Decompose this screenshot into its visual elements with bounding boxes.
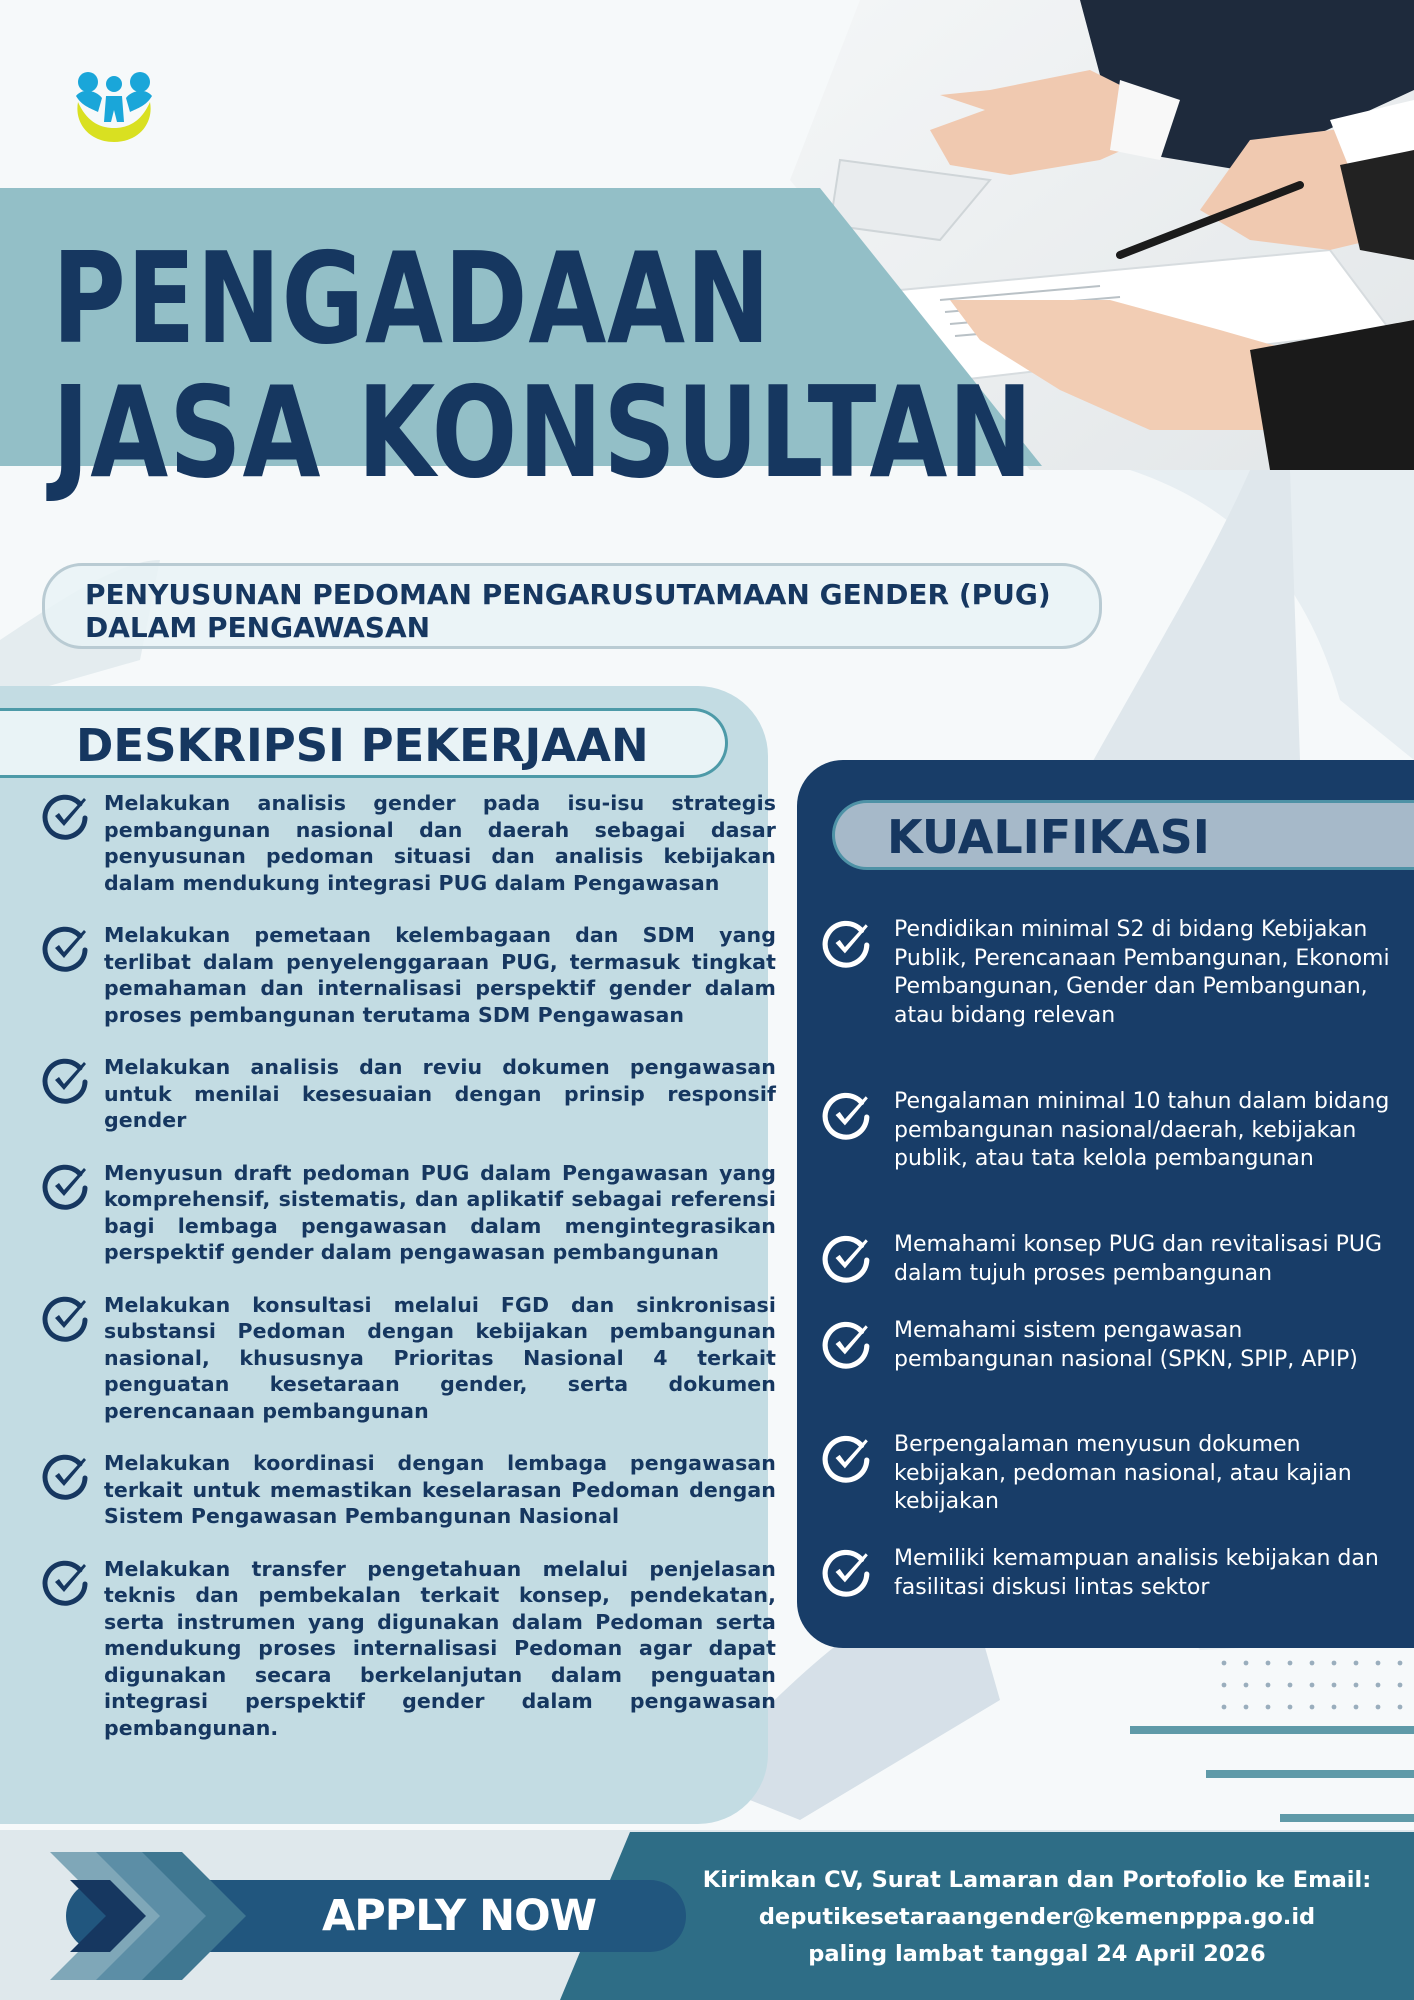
description-text-1: Melakukan analisis gender pada isu-isu strategis pembangunan nasional dan daerah sebagai dasar penyusunan pedoman situasi dan analisis kebijakan dalam mendukung integrasi PUG dalam Pengawasan — [104, 791, 776, 895]
check-circle-icon — [42, 792, 90, 840]
decorative-line-2 — [1206, 1770, 1414, 1778]
check-circle-icon — [42, 1162, 90, 1210]
description-text-5: Melakukan konsultasi melalui FGD dan sinkronisasi substansi Pedoman dengan kebijakan pembangunan nasional, khususnya Prioritas Nasional 4 terkait penguatan kesetaraan gender, serta dokumen perencanaan pembangunan — [104, 1292, 776, 1423]
qualification-heading-pill — [832, 800, 1414, 870]
qualification-item-4 — [822, 1317, 1392, 1374]
qualification-heading: KUALIFIKASI — [887, 810, 1210, 864]
description-item-1 — [40, 790, 776, 896]
qualification-text-5: Berpengalaman menyusun dokumen kebijakan, pedoman nasional, atau kajian kebijakan — [894, 1432, 1352, 1514]
qualification-item-6 — [822, 1545, 1392, 1602]
description-item-3 — [40, 1054, 776, 1134]
check-circle-icon — [42, 924, 90, 972]
contact-line-1: Kirimkan CV, Surat Lamaran dan Portofolio ke Email: — [702, 1867, 1372, 1893]
check-circle-icon — [42, 1056, 90, 1104]
qualification-text-6: Memiliki kemampuan analisis kebijakan dan fasilitasi diskusi lintas sektor — [894, 1546, 1379, 1600]
decorative-dots — [1218, 1655, 1414, 1715]
contact-email[interactable]: deputikesetaraangender@kemenpppa.go.id — [758, 1904, 1316, 1930]
decorative-line-1 — [1130, 1726, 1414, 1734]
check-circle-icon — [42, 1558, 90, 1606]
description-item-7 — [40, 1556, 776, 1742]
description-item-2 — [40, 922, 776, 1028]
main-title — [52, 225, 1279, 506]
chevron-arrows-icon — [50, 1852, 270, 1980]
title-line-1: PENGADAAN — [52, 225, 772, 372]
description-list — [40, 790, 776, 1741]
title-line-2: JASA KONSULTAN — [52, 359, 1034, 506]
description-item-6 — [40, 1450, 776, 1530]
subtitle-text — [85, 578, 1085, 644]
check-circle-icon — [822, 918, 872, 968]
qualification-text-1: Pendidikan minimal S2 di bidang Kebijakan Publik, Perencanaan Pembangunan, Ekonomi Pembangunan, Gender dan Pembangunan, atau bidang relevan — [894, 917, 1390, 1028]
decorative-line-3 — [1280, 1814, 1414, 1822]
contact-info — [672, 1862, 1402, 1973]
apply-now-label: APPLY NOW — [322, 1891, 597, 1941]
check-circle-icon — [42, 1452, 90, 1500]
qualification-item-3 — [822, 1231, 1392, 1288]
description-item-5 — [40, 1292, 776, 1425]
qualification-text-2: Pengalaman minimal 10 tahun dalam bidang pembangunan nasional/daerah, kebijakan publik, atau tata kelola pembangunan — [894, 1089, 1390, 1171]
check-circle-icon — [822, 1433, 872, 1483]
qualification-text-3: Memahami konsep PUG dan revitalisasi PUG dalam tujuh proses pembangunan — [894, 1232, 1382, 1286]
check-circle-icon — [42, 1294, 90, 1342]
check-circle-icon — [822, 1090, 872, 1140]
description-text-2: Melakukan pemetaan kelembagaan dan SDM yang terlibat dalam penyelenggaraan PUG, termasuk tingkat pemahaman dan internalisasi perspektif gender dalam proses pembangunan terutama SDM Pengawasan — [104, 923, 776, 1027]
qualification-item-2 — [822, 1088, 1392, 1174]
qualification-text-4: Memahami sistem pengawasan pembangunan nasional (SPKN, SPIP, APIP) — [894, 1318, 1358, 1372]
contact-deadline: paling lambat tanggal 24 April 2026 — [808, 1941, 1266, 1967]
description-text-6: Melakukan koordinasi dengan lembaga pengawasan terkait untuk memastikan keselarasan Pedoman dengan Sistem Pengawasan Pembangunan Nasional — [104, 1451, 776, 1528]
description-text-4: Menyusun draft pedoman PUG dalam Pengawasan yang komprehensif, sistematis, dan aplikatif sebagai referensi bagi lembaga pengawasan dalam mengintegrasikan perspektif gender dalam pengawasan pembangunan — [104, 1160, 776, 1264]
description-heading-pill — [0, 708, 728, 778]
kemenpppa-logo — [68, 62, 160, 146]
description-item-4 — [40, 1160, 776, 1266]
description-text-7: Melakukan transfer pengetahuan melalui penjelasan teknis dan pembekalan terkait konsep, pendekatan, serta instrumen yang digunakan dalam Pedoman serta mendukung proses internalisasi Pedoman agar dapat digunakan secara berkelanjutan dalam penguatan integrasi perspektif gender dalam pengawasan pembangunan. — [104, 1556, 776, 1740]
subtitle-line-2: DALAM PENGAWASAN — [85, 611, 431, 644]
check-circle-icon — [822, 1547, 872, 1597]
description-text-3: Melakukan analisis dan reviu dokumen pengawasan untuk menilai kesesuaian dengan prinsip responsif gender — [104, 1055, 776, 1132]
subtitle-line-1: PENYUSUNAN PEDOMAN PENGARUSUTAMAAN GENDER (PUG) — [85, 578, 1051, 611]
qualification-item-5 — [822, 1431, 1392, 1517]
check-circle-icon — [822, 1319, 872, 1369]
check-circle-icon — [822, 1233, 872, 1283]
subtitle-pill — [42, 563, 1102, 649]
description-heading: DESKRIPSI PEKERJAAN — [76, 719, 649, 772]
qualification-item-1 — [822, 916, 1392, 1030]
